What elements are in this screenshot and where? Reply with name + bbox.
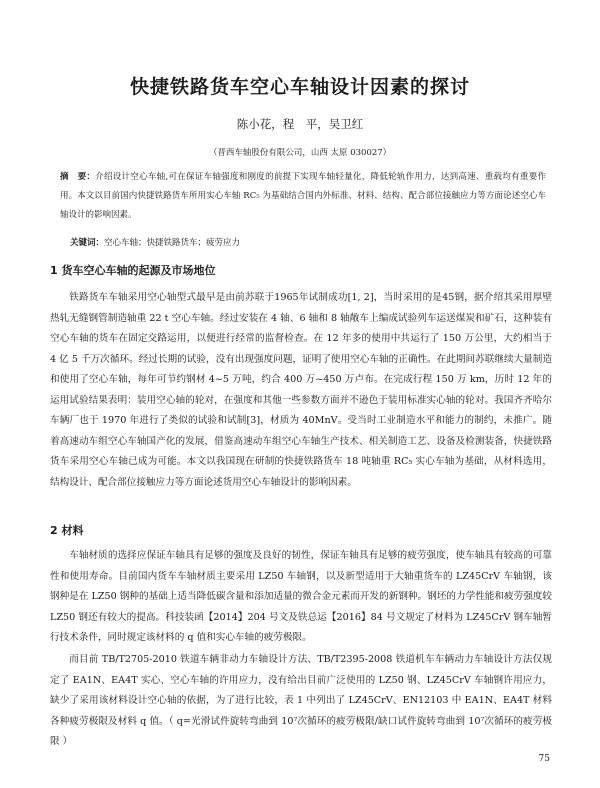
author-list: 陈小花，程 平，吴卫红: [236, 117, 364, 131]
section-2-paragraph-2: 而目前 TB/T2705-2010 铁道车辆非动力车轴设计方法、TB/T2395-2008 铁道机车车辆动力车轴设计方法仅规定了 EA1N、EA4T 实心、空心车轴的许用应力，没有给出目前广泛使用的 LZ50 钢、LZ45CrV 车轴钢许用应力，缺少了采用该材料设计空心轴的依据，为了进行比较，表 1 中列出了 LZ45CrV、EN12103 中 EA1N、EA4T 材料各种疲劳极限及材料 q 值。（ q=光滑试件旋转弯曲到 10⁷次循环的疲劳极限/缺口试件旋转弯曲到 10⁷次循环的疲劳极限 ）: [50, 654, 552, 747]
abstract-label: 摘 要：: [60, 172, 96, 182]
section-1-heading: 1 货车空心车轴的起源及市场地位: [50, 264, 216, 277]
section-1-paragraph: 铁路货车车轴采用空心轴型式最早是由前苏联于1965年试制成功[1, 2]，当时采用的是45钢，据介绍其采用厚壁热轧无缝钢管制造轴重 22 t 空心车轴。经过安装在 4 轴、6 轴和 8 轴敞车上编成试验列车运送煤炭和矿石，这种装有空心车轴的货车在固定交路运用，以便进行经常的监督检查。在 12 年多的使用中共运行了 150 万公里，大约相当于 4 亿 5 千万次循环。经过长期的试验，没有出现强度问题，证明了使用空心车轴的正确性。在此期间苏联继续大量制造和使用了空心车轴，每年可节约钢材 4~5 万吨，约合 400 万~450 万卢布。在完成行程 150 万 km，历时 12 年的运用试验结果表明：装用空心轴的轮对，在强度和其他一些参数方面并不逊色于装用标准实心轴的轮对。我国齐齐哈尔车辆厂也于 1970 年进行了类似的试验和试制[3]，材质为 40MnV。受当时工业制造水平和能力的制约，未推广。随着高速动车组空心车轴国产化的发展，借鉴高速动车组空心车轴生产技术、相关制造工艺、设备及检测装备，快捷铁路货车采用空心车轴已成为可能。本文以我国现在研制的快捷铁路货车 18 吨轴重 RC₅ 实心车轴为基础，从材料选用，结构设计、配合部位接触应力等方面论述货用空心车轴设计的影响因素。: [50, 292, 552, 488]
keywords-text: 空心车轴；快捷铁路货车；疲劳应力: [104, 238, 241, 248]
keywords: [70, 236, 546, 248]
section-2-paragraph-1: 车轴材质的选择应保证车轴具有足够的强度及良好的韧性，保证车轴具有足够的疲劳强度，使车轴具有较高的可靠性和使用寿命。目前国内货车车轴材质主要采用 LZ50 车轴钢，以及新型适用于大轴重货车的 LZ45CrV 车轴钢，该钢种是在 LZ50 钢种的基础上适当降低碳含量和添加适量的微合金元素而开发的新钢种。钢坯的力学性能和疲劳强度较 LZ50 钢还有较大的提高。科技装函【2014】204 号文及铁总运【2016】84 号文规定了材料为 LZ45CrV 钢车轴暂行技术条件，同时规定该材料的 q 值和实心车轴的疲劳极限。: [50, 550, 552, 643]
section-2-heading: 2 材料: [50, 524, 84, 537]
abstract: [60, 168, 546, 225]
affiliation: （晋西车轴股份有限公司，山西 太原 030027）: [208, 148, 392, 158]
abstract-text: 介绍设计空心车轴,可在保证车轴强度和刚度的前提下实现车轴轻量化，降低轮轨作用力，达到高速、重载均有重要作用。本文以目前国内快捷铁路货车所用实心车轴 RC₅ 为基础结合国内外标准、材料、结构、配合部位接触应力等方面论述空心车轴设计的影响因素。: [60, 172, 546, 220]
page-number: 75: [538, 754, 550, 764]
keywords-label: 关键词：: [70, 238, 105, 248]
paper-title: 快捷铁路货车空心车轴设计因素的探讨: [129, 76, 470, 98]
